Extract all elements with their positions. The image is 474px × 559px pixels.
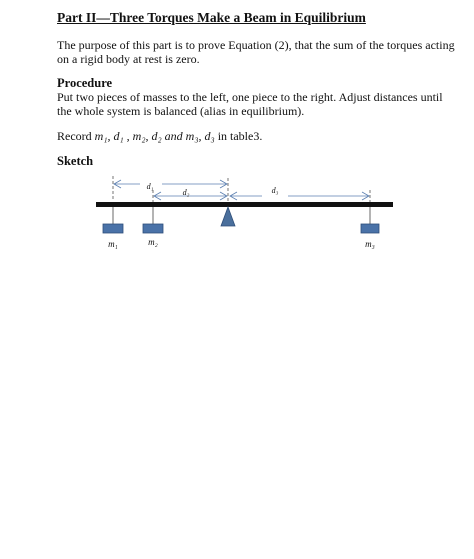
- fulcrum: [221, 207, 235, 226]
- m1-label: m₁: [108, 239, 118, 249]
- d3-label: d₃: [271, 186, 279, 195]
- sketch-heading: Sketch: [57, 154, 94, 168]
- record-suffix: in table3.: [214, 129, 263, 143]
- procedure-heading: Procedure: [57, 76, 113, 90]
- d3-arrow: [230, 192, 369, 200]
- mass-block-m3: [361, 224, 379, 233]
- mass-block-m2: [143, 224, 163, 233]
- mass-m2: [143, 207, 163, 233]
- mass-block-m1: [103, 224, 123, 233]
- mass-m3: [361, 207, 379, 233]
- record-variables: m₁, d₁ , m₂, d₂ and m₃, d₃: [94, 129, 215, 143]
- procedure-paragraph: Put two pieces of masses to the left, one piece to the right. Adjust distances until the whole system is balanced (alias in equilibrium).: [57, 90, 443, 118]
- d1-arrow: [114, 180, 227, 188]
- record-prefix: Record: [57, 129, 95, 143]
- m3-label: m₃: [365, 239, 375, 249]
- beam: [96, 202, 393, 207]
- intro-paragraph: The purpose of this part is to prove Equation (2), that the sum of the torques acting on a rigid body at rest is zero.: [57, 38, 455, 66]
- d2-label: d₂: [182, 188, 190, 197]
- m2-label: m₂: [148, 237, 158, 247]
- d2-arrow: [154, 192, 227, 200]
- mass-m1: [103, 207, 123, 233]
- page-title: Part II—Three Torques Make a Beam in Equilibrium: [57, 10, 366, 25]
- d1-label: d₁: [146, 182, 154, 191]
